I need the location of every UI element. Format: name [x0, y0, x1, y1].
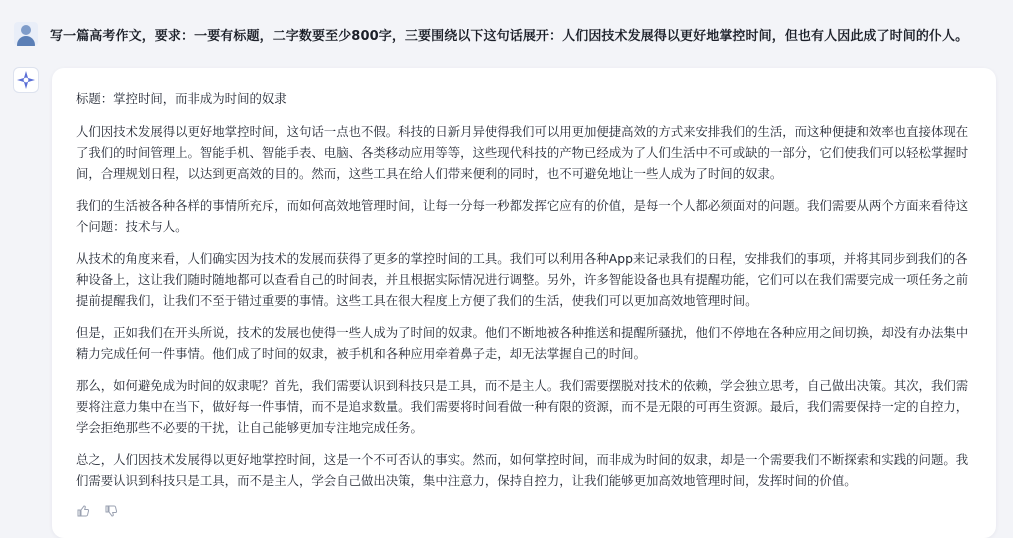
essay-paragraph-1: 人们因技术发展得以更好地掌控时间，这句话一点也不假。科技的日新月异使得我们可以用更加便捷高效的方式来安排我们的生活，而这种便捷和效率也直接体现在了我们的时间管理上。智能手机、智能手表、电脑、各类移动应用等等，这些现代科技的产物已经成为了人们生活中不可或缺的一部分，它们使我们可以轻松掌握时间，合理规划日程，以达到更高效的目的。然而，这些工具在给人们带来便利的同时，也不可避免地让一些人成为了时间的奴隶。: [76, 124, 969, 181]
essay-paragraph-6: 总之，人们因技术发展得以更好地掌控时间，这是一个不可否认的事实。然而，如何掌控时间，而非成为时间的奴隶，却是一个需要我们不断探索和实践的问题。我们需要认识到科技只是工具，而不是主人，学会自己做出决策，集中注意力，保持自控力，让我们能够更加高效地管理时间，发挥时间的价值。: [76, 452, 969, 488]
assistant-answer-card: [52, 68, 996, 538]
essay-paragraph-5: 那么，如何避免成为时间的奴隶呢？首先，我们需要认识到科技只是工具，而不是主人。我们需要摆脱对技术的依赖，学会独立思考，自己做出决策。其次，我们需要将注意力集中在当下，做好每一件事情，而不是追求数量。我们需要将时间看做一种有限的资源，而不是无限的可再生资源。最后，我们需要保持一定的自控力，学会拒绝那些不必要的干扰，让自己能够更加专注地完成任务。: [76, 378, 969, 435]
assistant-logo-icon: [14, 68, 38, 92]
feedback-controls: [76, 504, 118, 522]
user-avatar-icon: [14, 22, 38, 46]
essay-paragraph-2: 我们的生活被各种各样的事情所充斥，而如何高效地管理时间，让每一分每一秒都发挥它应有的价值，是每一个人都必须面对的问题。我们需要从两个方面来看待这个问题：技术与人。: [76, 198, 969, 234]
user-message: [14, 22, 993, 46]
essay-title: 标题：掌控时间，而非成为时间的奴隶: [76, 91, 287, 106]
assistant-answer-body: [52, 68, 996, 491]
essay-paragraph-4: 但是，正如我们在开头所说，技术的发展也使得一些人成为了时间的奴隶。他们不断地被各种推送和提醒所骚扰，他们不停地在各种应用之间切换，却没有办法集中精力完成任何一件事情。他们成了时间的奴隶，被手机和各种应用牵着鼻子走，却无法掌握自己的时间。: [76, 325, 969, 361]
thumbs-up-icon[interactable]: [76, 504, 90, 522]
user-prompt-text: 写一篇高考作文，要求：一要有标题，二字数要至少800字，三要围绕以下这句话展开：人们因技术发展得以更好地掌控时间，但也有人因此成了时间的仆人。: [50, 28, 969, 44]
essay-paragraph-3: 从技术的角度来看，人们确实因为技术的发展而获得了更多的掌控时间的工具。我们可以利用各种App来记录我们的日程，安排我们的事项，并将其同步到我们的各种设备上，这让我们随时随地都可以查看自己的时间表，并且根据实际情况进行调整。另外，许多智能设备也具有提醒功能，它们可以在我们需要完成一项任务之前提前提醒我们，让我们不至于错过重要的事情。这些工具在很大程度上方便了我们的生活，使我们可以更加高效地管理时间。: [76, 251, 969, 308]
thumbs-down-icon[interactable]: [104, 504, 118, 522]
